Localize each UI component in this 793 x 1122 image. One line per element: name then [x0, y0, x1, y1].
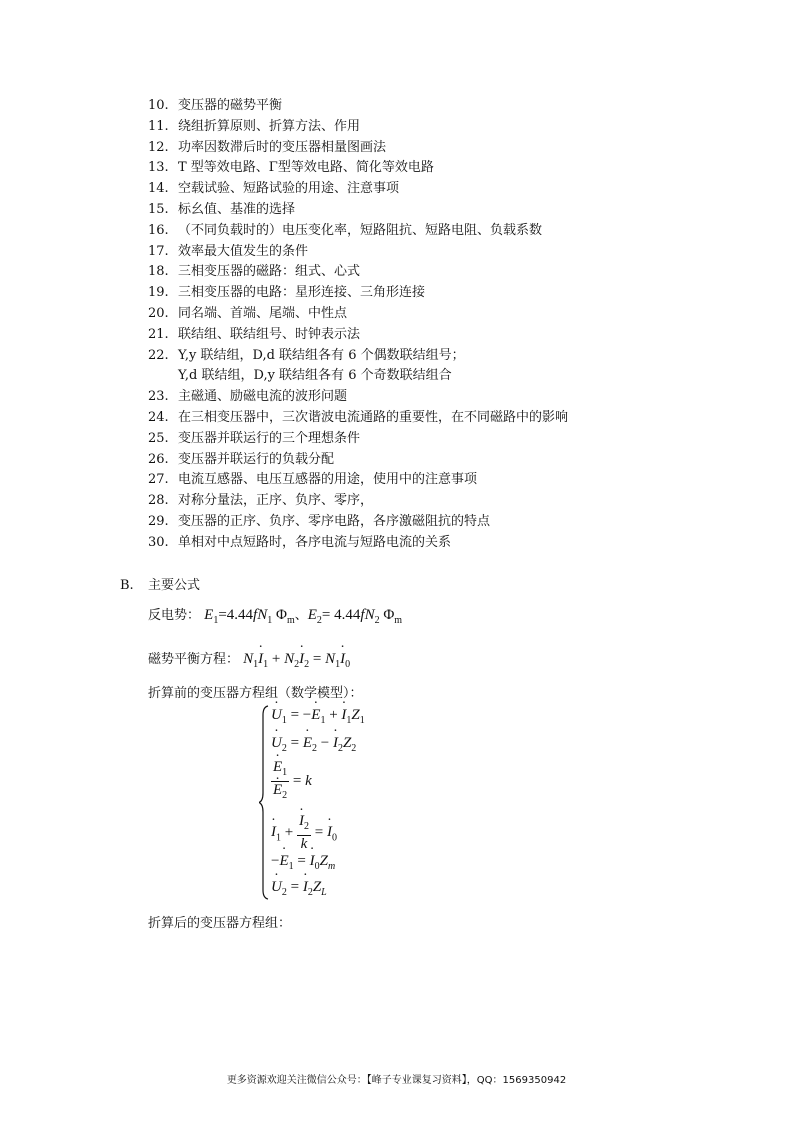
item-text: 空载试验、短路试验的用途、注意事项: [178, 181, 400, 197]
item-text: 变压器的正序、负序、零序电路，各序激磁阻抗的特点: [178, 513, 491, 529]
item-number: 21.: [148, 326, 169, 342]
item-number: 27.: [148, 472, 169, 488]
list-item: [148, 512, 748, 533]
list-item: [148, 158, 748, 179]
emf-label: 反电势：: [148, 608, 201, 623]
item-number: 17.: [148, 243, 169, 259]
item-number: 10.: [148, 98, 169, 113]
item-text: T 型等效电路、Γ型等效电路、简化等效电路: [178, 160, 434, 176]
list-item: [148, 221, 748, 242]
item-text: 变压器并联运行的三个理想条件: [178, 430, 361, 446]
list-item: [148, 325, 748, 346]
left-brace: [259, 705, 269, 900]
after-label: [148, 912, 291, 931]
mmf-label: 磁势平衡方程：: [148, 652, 240, 667]
item-number: 28.: [148, 493, 169, 509]
item-text: Y,y 联结组，D,d 联结组各有 6 个偶数联结组号；: [178, 347, 465, 363]
item-number: 16.: [148, 222, 169, 238]
item-number: [148, 366, 178, 387]
item-text: 在三相变压器中，三次谐波电流通路的重要性，在不同磁路中的影响: [178, 409, 569, 425]
topic-list: [148, 96, 748, 554]
equation-5: −· $E_1$ = · $I_0Z_m$: [271, 853, 335, 872]
item-number: 24.: [148, 409, 169, 425]
equation-4: · $I_1$ + · $\frac{I_2}{k}$ = · $I_0$: [271, 813, 337, 853]
list-item: [148, 96, 748, 117]
list-item: [148, 117, 748, 138]
list-item: [148, 533, 748, 554]
equation-2: · $U_2$ = · $E_2$ − · $I_2Z_2$: [271, 735, 356, 754]
item-number: 22.: [148, 347, 169, 363]
list-item: [148, 283, 748, 304]
item-text: 同名端、首端、尾端、中性点: [178, 305, 348, 321]
section-letter: B.: [120, 578, 134, 593]
list-item: [148, 450, 748, 471]
mmf-equation: $N_1\cdot I_1 + N_2\cdot I_2 = N_1\cdot I_0$: [243, 651, 350, 667]
item-number: 12.: [148, 139, 169, 155]
list-item: [148, 242, 748, 263]
item-text: 三相变压器的电路：星形连接、三角形连接: [178, 285, 426, 301]
list-item: [148, 387, 748, 408]
item-number: 14.: [148, 181, 169, 197]
list-item: [148, 200, 748, 221]
list-item: [148, 408, 748, 429]
list-item-continuation: [148, 366, 748, 387]
list-item: [148, 304, 748, 325]
list-item: [148, 470, 748, 491]
equation-system: [259, 705, 419, 900]
item-text: Y,d 联结组，D,y 联结组各有 6 个奇数联结组合: [178, 368, 452, 384]
mmf-formula: [148, 648, 350, 670]
emf-formula: [148, 604, 402, 626]
item-number: 23.: [148, 389, 169, 405]
before-label: [148, 682, 363, 701]
section-title: 主要公式: [148, 578, 201, 593]
item-text: 电流互感器、电压互感器的用途，使用中的注意事项: [178, 472, 478, 488]
list-item: [148, 138, 748, 159]
list-item: [148, 346, 748, 367]
item-number: 13.: [148, 160, 169, 176]
list-item: [148, 262, 748, 283]
item-text: 联结组、联结组号、时钟表示法: [178, 326, 361, 342]
item-text: 标幺值、基准的选择: [178, 201, 296, 217]
item-text: 单相对中点短路时，各序电流与短路电流的关系: [178, 534, 452, 550]
item-number: 15.: [148, 201, 169, 217]
item-text: 效率最大值发生的条件: [178, 243, 309, 259]
item-text: 主磁通、励磁电流的波形问题: [178, 389, 348, 405]
item-text: 三相变压器的磁路：组式、心式: [178, 264, 361, 280]
before-label-text: 折算前的变压器方程组（数学模型）：: [148, 686, 363, 701]
equation-1: · $U_1$ = −· $E_1$ + · $I_1Z_1$: [271, 707, 365, 726]
item-number: 19.: [148, 285, 169, 301]
item-number: 20.: [148, 305, 169, 321]
item-text: 变压器的磁势平衡: [178, 98, 283, 113]
item-text: （不同负载时的）电压变化率，短路阻抗、短路电阻、负载系数: [178, 222, 543, 238]
equation-6: · $U_2$ = · $I_2Z_L$: [271, 879, 327, 898]
list-item: [148, 429, 748, 450]
list-item: [148, 179, 748, 200]
emf-equation: $E_1=4.44fN_1$ $\Phi_m$、$E_2= 4.44fN_2$ $\Phi_m$: [204, 607, 403, 626]
page-footer: 更多资源欢迎关注微信公众号：【峰子专业课复习资料】，QQ：1569350942: [226, 1075, 567, 1086]
after-label-text: 折算后的变压器方程组：: [148, 916, 292, 931]
item-number: 29.: [148, 513, 169, 529]
item-number: 11.: [148, 118, 169, 134]
item-number: 18.: [148, 264, 169, 280]
item-text: 对称分量法，正序、负序、零序，: [178, 493, 374, 509]
list-item: [148, 491, 748, 512]
item-text: 变压器并联运行的负载分配: [178, 451, 335, 467]
section-heading: [120, 576, 200, 596]
item-text: 绕组折算原则、折算方法、作用: [178, 118, 361, 134]
equation-3: · $E_1$ · $E_2$ = k: [271, 759, 312, 804]
item-number: 26.: [148, 451, 169, 467]
item-text: 功率因数滞后时的变压器相量图画法: [178, 139, 387, 155]
item-number: 25.: [148, 430, 169, 446]
item-number: 30.: [148, 534, 169, 550]
